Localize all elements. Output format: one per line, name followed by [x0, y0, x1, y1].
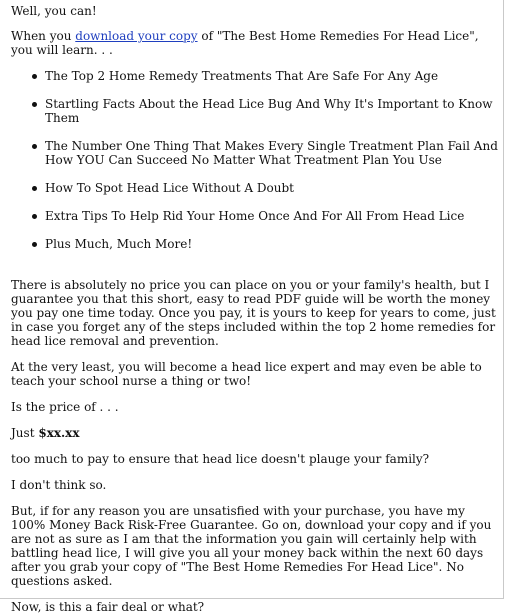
list-item [11, 181, 499, 195]
bullet-icon [32, 74, 37, 79]
list-item-text: The Top 2 Home Remedy Treatments That Are Safe For Any Age [45, 69, 439, 83]
value-paragraph: There is absolutely no price you can place on you or your family's health, but I guarantee you that this short, easy to read PDF guide will be worth the money you pay one time today. Once you pay, it is yours to keep for years to come, just in case you forget any of the steps included within the top 2 home remedies for head lice removal and prevention. [11, 278, 496, 348]
intro-paragraph [11, 29, 499, 57]
list-item-text: How To Spot Head Lice Without A Doubt [45, 181, 294, 195]
dont-think-paragraph: I don't think so. [11, 478, 107, 492]
intro-after: of "The Best Home Remedies For Head Lice", you will learn. . . [11, 29, 479, 57]
list-item [11, 139, 499, 167]
bullet-icon [32, 102, 37, 107]
list-item [11, 209, 499, 223]
sales-copy [11, 4, 499, 614]
greeting-text: Well, you can! [11, 4, 97, 18]
expert-paragraph: At the very least, you will become a head lice expert and may even be able to teach your school nurse a thing or two! [11, 360, 482, 388]
price-line [11, 426, 499, 440]
list-item-text: Plus Much, Much More! [45, 237, 193, 251]
list-item [11, 97, 499, 125]
benefit-list [11, 69, 499, 251]
list-item-text: Extra Tips To Help Rid Your Home Once And For All From Head Lice [45, 209, 465, 223]
bullet-icon [32, 242, 37, 247]
fair-deal-paragraph: Now, is this a fair deal or what? [11, 600, 205, 614]
download-copy-link[interactable]: download your copy [75, 29, 198, 43]
bullet-icon [32, 144, 37, 149]
bullet-icon [32, 186, 37, 191]
intro-before: When you [11, 29, 76, 43]
too-much-paragraph: too much to pay to ensure that head lice doesn't plauge your family? [11, 452, 430, 466]
list-item [11, 237, 499, 251]
bullet-icon [32, 214, 37, 219]
list-item [11, 69, 499, 83]
list-item-text: Startling Facts About the Head Lice Bug And Why It's Important to Know Them [45, 97, 493, 125]
price-question: Is the price of . . . [11, 400, 119, 414]
price-prefix: Just [11, 426, 39, 440]
list-item-text: The Number One Thing That Makes Every Single Treatment Plan Fail And How YOU Can Succeed No Matter What Treatment Plan You Use [45, 139, 498, 167]
guarantee-paragraph: But, if for any reason you are unsatisfied with your purchase, you have my 100% Money Back Risk-Free Guarantee. Go on, download your copy and if you are not as sure as I am that the information you gain will certainly help with battling head lice, I will give you all your money back within the next 60 days after you grab your copy of "The Best Home Remedies For Head Lice". No questions asked. [11, 504, 492, 588]
price-value: $xx.xx [38, 426, 80, 440]
